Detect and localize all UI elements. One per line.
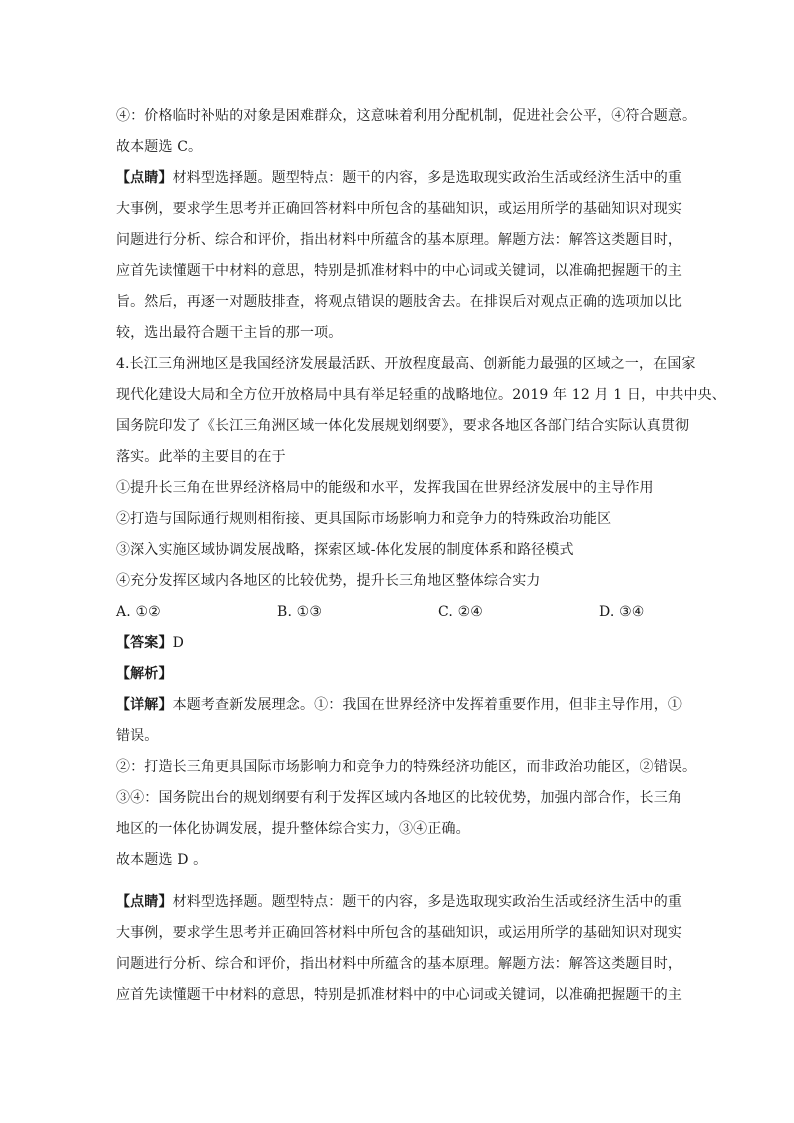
- paragraph-line: ④：价格临时补贴的对象是困难群众，这意味着利用分配机制，促进社会公平，④符合题意。: [116, 108, 697, 124]
- option-d: D. ③④: [599, 604, 645, 620]
- detail-line: ②：打造长三角更具国际市场影响力和竞争力的特殊经济功能区，而非政治功能区，②错误。: [116, 759, 697, 775]
- question-stem-line: 4.长江三角洲地区是我国经济发展最活跃、开放程度最高、创新能力最强的区域之一，在国家: [116, 356, 696, 372]
- analysis-tag: 【解析】: [116, 666, 173, 682]
- dianjing-tag: 【点睛】: [116, 170, 173, 186]
- dianjing-line: 问题进行分析、综合和评价，指出材料中所蕴含的基本原理。解题方法：解答这类题目时，: [116, 232, 682, 248]
- dianjing-line: 大事例，要求学生思考并正确回答材料中所包含的基础知识，或运用所学的基础知识对现实: [116, 925, 682, 941]
- question-item: ④充分发挥区域内各地区的比较优势，提升长三角地区整体综合实力: [116, 573, 541, 589]
- option-a: A. ①②: [116, 604, 161, 620]
- detail-text: 本题考查新发展理念。①：我国在世界经济中发挥着重要作用，但非主导作用，①: [172, 697, 683, 713]
- question-item: ①提升长三角在世界经济格局中的能级和水平，发挥我国在世界经济发展中的主导作用: [116, 480, 654, 496]
- answer-tag: 【答案】: [116, 635, 173, 651]
- option-c: C. ②④: [438, 604, 483, 620]
- detail-line: 错误。: [116, 728, 159, 744]
- answer-line: [116, 628, 690, 659]
- question-item: ③深入实施区域协调发展战略，探索区域-体化发展的制度体系和路径模式: [116, 542, 574, 558]
- paragraph-line: 故本题选 C。: [116, 139, 203, 155]
- dianjing-text: 材料型选择题。题型特点：题干的内容，多是选取现实政治生活或经济生活中的重: [172, 894, 683, 910]
- document-body: [116, 101, 726, 1011]
- dianjing-tag: 【点睛】: [116, 894, 173, 910]
- dianjing-text: 材料型选择题。题型特点：题干的内容，多是选取现实政治生活或经济生活中的重: [172, 170, 683, 186]
- answer-options: [116, 597, 690, 628]
- detail-tag: 【详解】: [116, 697, 173, 713]
- detail-line: ③④：国务院出台的规划纲要有利于发挥区域内各地区的比较优势，加强内部合作，长三角: [116, 790, 682, 806]
- analysis-heading: [116, 659, 690, 690]
- dianjing-line: [116, 163, 690, 194]
- detail-line: 地区的一体化协调发展，提升整体综合实力，③④正确。: [116, 821, 470, 837]
- detail-line: 故本题选 D 。: [116, 852, 208, 868]
- dianjing-line: [116, 887, 690, 918]
- question-item: ②打造与国际通行规则相衔接、更具国际市场影响力和竞争力的特殊政治功能区: [116, 511, 612, 527]
- dianjing-line: 旨。然后，再逐一对题肢排查，将观点错误的题肢舍去。在排误后对观点正确的选项加以比: [116, 294, 682, 310]
- option-b: B. ①③: [277, 604, 323, 620]
- answer-value: D: [172, 635, 184, 651]
- dianjing-line: 应首先读懂题干中材料的意思，特别是抓准材料中的中心词或关键词，以准确把握题干的主: [116, 263, 682, 279]
- dianjing-line: 较，选出最符合题干主旨的那一项。: [116, 325, 343, 341]
- dianjing-line: 应首先读懂题干中材料的意思，特别是抓准材料中的中心词或关键词，以准确把握题干的主: [116, 987, 682, 1003]
- question-stem-line: 现代化建设大局和全方位开放格局中具有举足轻重的战略地位。2019 年 12 月 1 日，中共中央、: [116, 387, 726, 403]
- dianjing-line: 问题进行分析、综合和评价，指出材料中所蕴含的基本原理。解题方法：解答这类题目时，: [116, 956, 682, 972]
- question-stem-line: 落实。此举的主要目的在于: [116, 449, 286, 465]
- dianjing-line: 大事例，要求学生思考并正确回答材料中所包含的基础知识，或运用所学的基础知识对现实: [116, 201, 682, 217]
- detail-line: [116, 690, 690, 721]
- question-stem-line: 国务院印发了《长江三角洲区域一体化发展规划纲要》，要求各地区各部门结合实际认真贯彻: [116, 418, 690, 434]
